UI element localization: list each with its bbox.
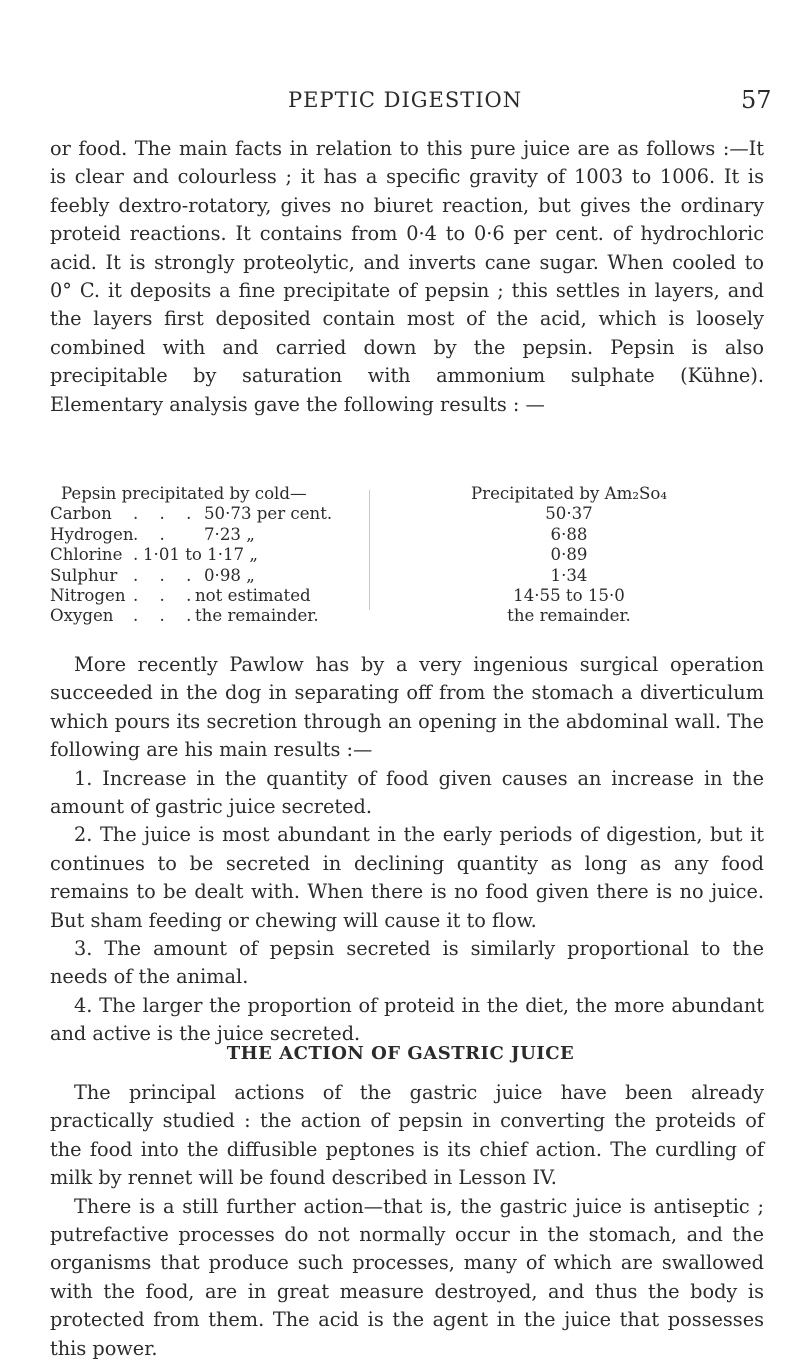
numbered-result: 1. Increase in the quantity of food given causes an increase in the amount of gastric juice secreted.	[50, 766, 764, 819]
cold-value: 1·01 to 1·17 „	[143, 545, 258, 565]
intro-paragraph	[50, 135, 764, 419]
ammonium-value: the remainder.	[507, 606, 631, 626]
numbered-result: 3. The amount of pepsin secreted is similarly proportional to the needs of the animal.	[50, 937, 764, 989]
element-name: Nitrogen	[50, 585, 126, 605]
leader-dots: . . .	[133, 504, 200, 524]
running-head	[0, 88, 801, 118]
ammonium-value: 1·34	[550, 565, 588, 585]
table-row	[50, 606, 350, 626]
paragraph-text: or food. The main facts in relation to this pure juice are as follows :—It is clear and colourless ; it has a specific gravity of 1003 to 1006. It is feebly dextro-rotatory, gives no biuret reaction, but gives the ordinary proteid reactions. It contains from 0·4 to 0·6 per cent. of hydrochloric acid. It is strongly proteolytic, and inverts cane sugar. When cooled to 0° C. it deposits a fine precipitate of pepsin ; this settles in layers, and the layers first deposited contain most of the acid, which is loosely combined with and carried down by the pepsin. Pepsin is also precipitable by saturation with ammonium sulphate (Kühne). Elementary analysis gave the following results : —	[50, 137, 764, 416]
ammonium-precipitate-column	[374, 484, 764, 627]
ammonium-value: 0·89	[550, 545, 588, 565]
cold-value: not estimated	[195, 585, 311, 605]
table-row	[50, 586, 350, 606]
paragraph-text: There is a still further action—that is, the gastric juice is antiseptic ; putrefactive processes do not normally occur in the stomach, and the organisms that produce such processes, many of which are swallowed with the food, are in great measure destroyed, and thus the body is protected from them. The acid is the agent in the juice that possesses this power.	[50, 1194, 764, 1360]
ammonium-value: 6·88	[550, 524, 588, 544]
leader-dots: . . .	[133, 606, 200, 626]
table-row	[50, 545, 350, 565]
paragraph-text: More recently Pawlow has by a very ingenious surgical operation succeeded in the dog in separating off from the stomach a diverticulum which pours its secretion through an opening in the abdominal wall. The following are his main results :—	[50, 653, 764, 762]
cold-value: 50·73 per cent.	[204, 504, 333, 524]
pawlow-section	[50, 651, 764, 1049]
leader-dots: . . .	[133, 585, 200, 605]
cold-precipitate-column	[50, 484, 350, 627]
table-row	[50, 566, 350, 586]
ammonium-column-header: Precipitated by Am₂So₄	[470, 484, 668, 503]
running-title: PEPTIC DIGESTION	[288, 88, 523, 112]
cold-value: 7·23 „	[204, 524, 255, 544]
ammonium-value: 50·37	[545, 504, 593, 524]
leader-dots: . . .	[133, 565, 200, 585]
page-number: 57	[741, 86, 772, 114]
table-row	[50, 504, 350, 524]
paragraph-text: The principal actions of the gastric juice have been already practically studied : the action of pepsin in converting the proteids of the food into the diffusible peptones is its chief action. The curdling of milk by rennet will be found described in Lesson IV.	[50, 1081, 764, 1190]
element-name: Hydrogen	[50, 524, 134, 544]
leader-dots: .	[133, 545, 147, 565]
cold-value: the remainder.	[195, 606, 319, 626]
numbered-result: 4. The larger the proportion of proteid in the diet, the more abundant and active is the juice secreted.	[50, 993, 764, 1046]
element-name: Carbon	[50, 504, 112, 524]
numbered-result: 2. The juice is most abundant in the early periods of digestion, but it continues to be secreted in declining quantity as long as any food remains to be dealt with. When there is no food given there is no juice. But sham feeding or chewing will cause it to flow.	[50, 823, 764, 932]
ammonium-value: 14·55 to 15·0	[513, 585, 625, 605]
leader-dots: . .	[133, 524, 173, 544]
element-name: Sulphur	[50, 565, 118, 585]
cold-value: 0·98 „	[204, 565, 255, 585]
column-divider	[369, 490, 370, 610]
gastric-juice-section	[50, 1079, 764, 1363]
section-heading: THE ACTION OF GASTRIC JUICE	[226, 1043, 575, 1064]
element-name: Chlorine	[50, 545, 123, 565]
cold-column-header: Pepsin precipitated by cold—	[61, 484, 307, 503]
table-row	[50, 525, 350, 545]
element-name: Oxygen	[50, 606, 114, 626]
